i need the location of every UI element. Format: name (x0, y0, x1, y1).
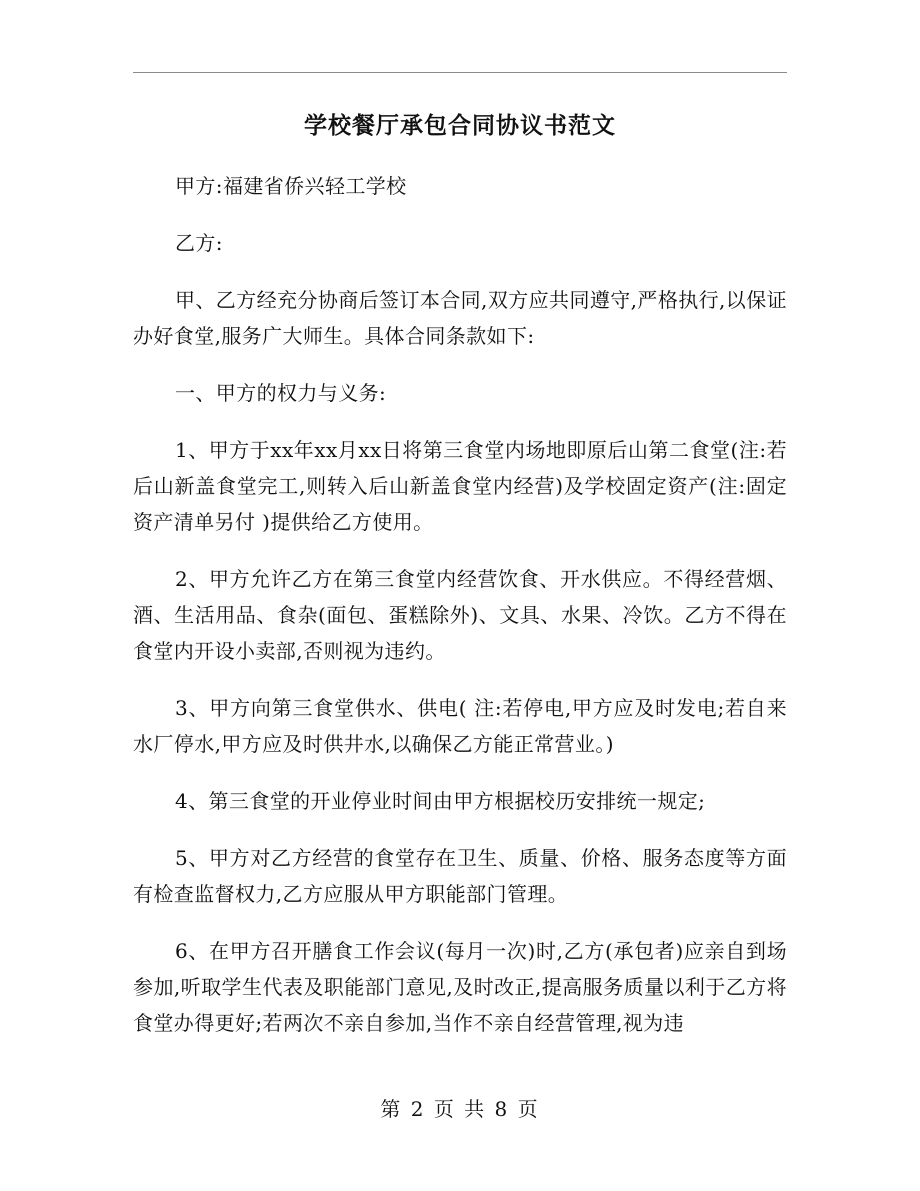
document-title: 学校餐厅承包合同协议书范文 (304, 112, 616, 139)
clause-6: 6、在甲方召开膳食工作会议(每月一次)时,乙方(承包者)应亲自到场参加,听取学生代表及职能部门意见,及时改正,提高服务质量以利于乙方将食堂办得更好;若两次不亲自参加,当作不亲自经营管理,视为违 (133, 939, 787, 1035)
party-b-line: 乙方: (175, 231, 223, 255)
header-rule (133, 72, 787, 73)
party-a-line: 甲方:福建省侨兴轻工学校 (175, 174, 407, 198)
preamble-paragraph: 甲、乙方经充分协商后签订本合同,双方应共同遵守,严格执行,以保证办好食堂,服务广大师生。具体合同条款如下: (133, 288, 787, 348)
clause-3: 3、甲方向第三食堂供水、供电( 注:若停电,甲方应及时发电;若自来水厂停水,甲方应及时供井水,以确保乙方能正常营业。) (133, 696, 787, 756)
document-body (133, 168, 787, 1062)
clause-4: 4、第三食堂的开业停业时间由甲方根据校历安排统一规定; (175, 789, 706, 813)
clause-5: 5、甲方对乙方经营的食堂存在卫生、质量、价格、服务态度等方面有检查监督权力,乙方应服从甲方职能部门管理。 (133, 846, 787, 906)
section-heading: 一、甲方的权力与义务: (175, 381, 387, 405)
page-number: 第 2 页 共 8 页 (380, 1097, 540, 1121)
clause-1: 1、甲方于xx年xx月xx日将第三食堂内场地即原后山第二食堂(注:若后山新盖食堂完工,则转入后山新盖食堂内经营)及学校固定资产(注:固定资产清单另付 )提供给乙方使用。 (133, 438, 787, 534)
clause-2: 2、甲方允许乙方在第三食堂内经营饮食、开水供应。不得经营烟、酒、生活用品、食杂(面包、蛋糕除外)、文具、水果、冷饮。乙方不得在食堂内开设小卖部,否则视为违约。 (133, 567, 787, 663)
